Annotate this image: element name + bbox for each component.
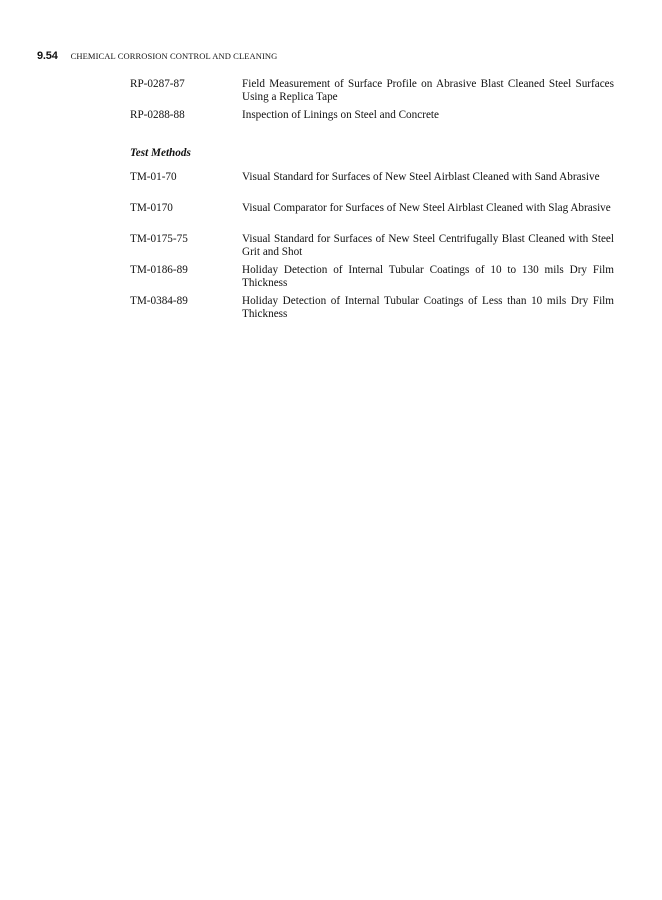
standard-code: TM-01-70 xyxy=(130,171,177,183)
section-heading-test-methods: Test Methods xyxy=(130,147,191,159)
standard-code: RP-0287-87 xyxy=(130,78,185,90)
standard-code: TM-0170 xyxy=(130,202,173,214)
running-title: CHEMICAL CORROSION CONTROL AND CLEANING xyxy=(70,51,278,61)
page-number: 9.54 xyxy=(37,50,58,62)
standard-title: Visual Standard for Surfaces of New Steel Airblast Cleaned with Sand Abrasive xyxy=(242,171,600,183)
standard-code: TM-0175-75 xyxy=(130,233,188,245)
standard-title: Inspection of Linings on Steel and Concrete xyxy=(242,109,439,121)
standard-title: Holiday Detection of Internal Tubular Coatings of Less than 10 mils Dry Film Thickness xyxy=(242,295,614,320)
standard-code: RP-0288-88 xyxy=(130,109,185,121)
standard-title: Field Measurement of Surface Profile on Abrasive Blast Cleaned Steel Surfaces Using a Replica Tape xyxy=(242,78,614,103)
standard-title: Visual Standard for Surfaces of New Steel Centrifugally Blast Cleaned with Steel Grit and Shot xyxy=(242,233,614,258)
standard-code: TM-0186-89 xyxy=(130,264,188,276)
standard-code: TM-0384-89 xyxy=(130,295,188,307)
running-header xyxy=(37,49,277,62)
standard-title: Visual Comparator for Surfaces of New Steel Airblast Cleaned with Slag Abrasive xyxy=(242,202,611,214)
standard-title: Holiday Detection of Internal Tubular Coatings of 10 to 130 mils Dry Film Thickness xyxy=(242,264,614,289)
